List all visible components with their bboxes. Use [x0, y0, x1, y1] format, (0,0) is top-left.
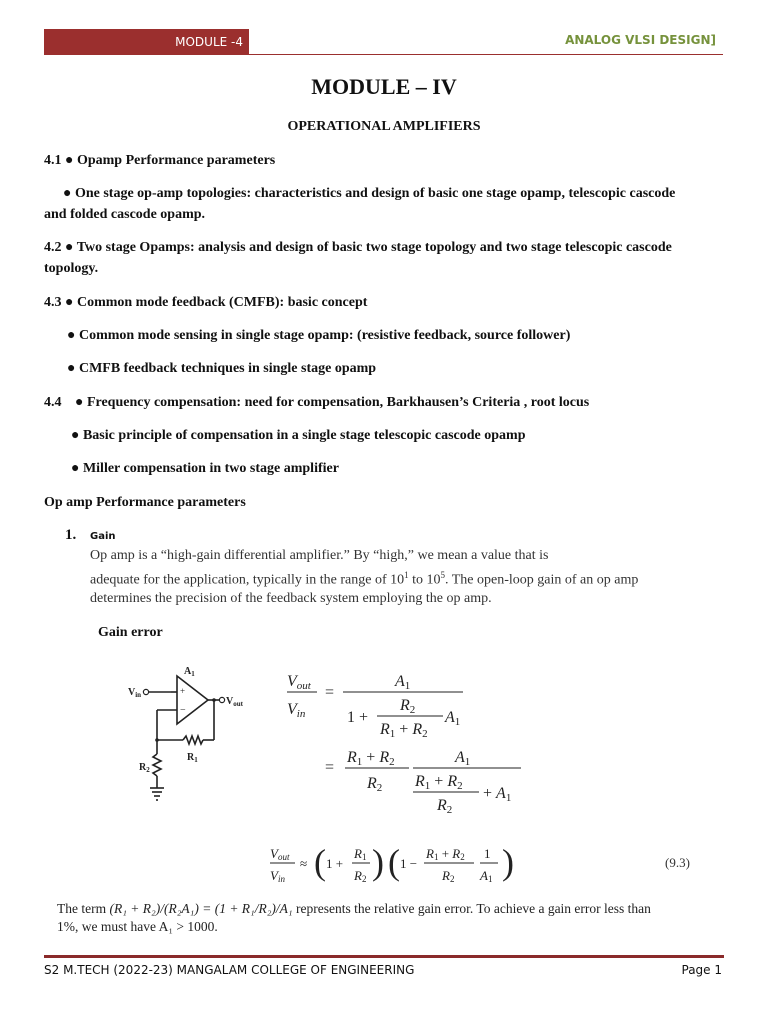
footer-page-number: Page 1	[681, 963, 722, 977]
gain-error-heading: Gain error	[98, 625, 163, 640]
svg-text:R1 + R2: R1 + R2	[426, 846, 465, 862]
svg-text:Vout: Vout	[287, 673, 311, 692]
svg-text:R2: R2	[442, 868, 455, 884]
syllabus-item: and folded cascode opamp.	[44, 207, 206, 222]
svg-text:(: (	[314, 842, 326, 882]
syllabus-item: ● Miller compensation in two stage amplifier	[71, 461, 339, 476]
svg-text:): )	[502, 842, 514, 882]
syllabus-item: 4.1 ● Opamp Performance parameters	[44, 153, 276, 168]
svg-text:1 +: 1 +	[347, 709, 369, 726]
gain-number: 1.	[65, 527, 77, 543]
svg-text:=: =	[325, 684, 335, 701]
opamp-feedback-circuit	[125, 662, 260, 807]
svg-text:A1: A1	[455, 749, 471, 768]
syllabus-item: 4.3 ● Common mode feedback (CMFB): basic concept	[44, 295, 368, 310]
gain-label: Gain	[90, 531, 116, 542]
svg-text:R1: R1	[354, 846, 367, 862]
r1-label: $R_1$	[187, 752, 198, 764]
svg-text:R2: R2	[367, 775, 383, 794]
svg-text:A1: A1	[480, 868, 493, 884]
svg-text:1 −: 1 −	[400, 856, 418, 871]
svg-text:R1 + R2: R1 + R2	[380, 721, 428, 740]
footer-rule	[44, 955, 724, 958]
svg-text:+: +	[180, 686, 186, 696]
gain-line-1: Op amp is a “high-gain differential amplifier.” By “high,” we mean a value that is	[90, 548, 549, 563]
closed-loop-gain-equations	[285, 664, 530, 816]
syllabus-number: 4.4	[44, 395, 62, 410]
syllabus-item: 4.2 ● Two stage Opamps: analysis and design of basic two stage topology and two stage telescopic cascode	[44, 240, 672, 255]
syllabus-item: ● One stage op-amp topologies: characteristics and design of basic one stage opamp, telescopic cascode	[63, 186, 676, 201]
svg-text:1 +: 1 +	[326, 856, 344, 871]
svg-text:R2: R2	[354, 868, 367, 884]
svg-text:A1: A1	[445, 709, 461, 728]
svg-text:R2: R2	[437, 797, 453, 816]
syllabus-item: ● Basic principle of compensation in a single stage telescopic cascode opamp	[71, 428, 526, 443]
gain-line-3: determines the precision of the feedback system employing the op amp.	[90, 591, 492, 606]
gain-approximation-equation	[268, 838, 523, 890]
r2-label: $R_2$	[139, 762, 150, 774]
svg-text:Vin: Vin	[270, 868, 285, 884]
footer-college: S2 M.TECH (2022-23) MANGALAM COLLEGE OF ENGINEERING	[44, 963, 415, 977]
svg-text:): )	[372, 842, 384, 882]
svg-text:(: (	[388, 842, 400, 882]
vout-label: $V_{out}$	[226, 696, 243, 708]
svg-text:≈: ≈	[300, 856, 308, 871]
gain-error-text-line-2: 1%, we must have A₁ > 1000.	[57, 919, 218, 934]
syllabus-item: ● Frequency compensation: need for compensation, Barkhausen’s Criteria , root locus	[75, 395, 590, 410]
svg-text:1: 1	[484, 846, 491, 861]
svg-text:A1: A1	[395, 673, 411, 692]
svg-text:Vin: Vin	[287, 701, 306, 720]
svg-text:R2: R2	[400, 697, 416, 716]
header-rule	[249, 54, 723, 55]
header-course-title: ANALOG VLSI DESIGN]	[565, 33, 716, 47]
gain-line-2: adequate for the application, typically in the range of $10^1$ to $10^5$. The open-loop gain of an op amp	[90, 570, 639, 588]
svg-text:Vout: Vout	[270, 846, 290, 862]
vin-label: $V_{in}$	[128, 687, 142, 699]
svg-text:R1 + R2: R1 + R2	[415, 773, 463, 792]
header-module-label: MODULE -4	[175, 35, 243, 49]
section-heading: Op amp Performance parameters	[44, 495, 246, 510]
syllabus-item: ● CMFB feedback techniques in single stage opamp	[67, 361, 377, 376]
equation-number: (9.3)	[665, 855, 690, 870]
svg-text:R1 + R2: R1 + R2	[347, 749, 395, 768]
svg-text:−: −	[180, 705, 186, 716]
a1-label: $A_1$	[184, 666, 195, 678]
syllabus-item: topology.	[44, 261, 99, 276]
syllabus-item: ● Common mode sensing in single stage opamp: (resistive feedback, source follower)	[67, 328, 571, 343]
page-subtitle: OPERATIONAL AMPLIFIERS	[287, 119, 481, 134]
svg-text:+ A1: + A1	[483, 785, 512, 804]
gain-error-text-line-1: The term (R₁ + R₂)/(R₂A₁) = (1 + R₁/R₂)/A₁ represents the relative gain error. To achieve a gain error less than	[57, 901, 651, 916]
page-title: MODULE – IV	[311, 74, 457, 99]
svg-text:=: =	[325, 759, 335, 776]
